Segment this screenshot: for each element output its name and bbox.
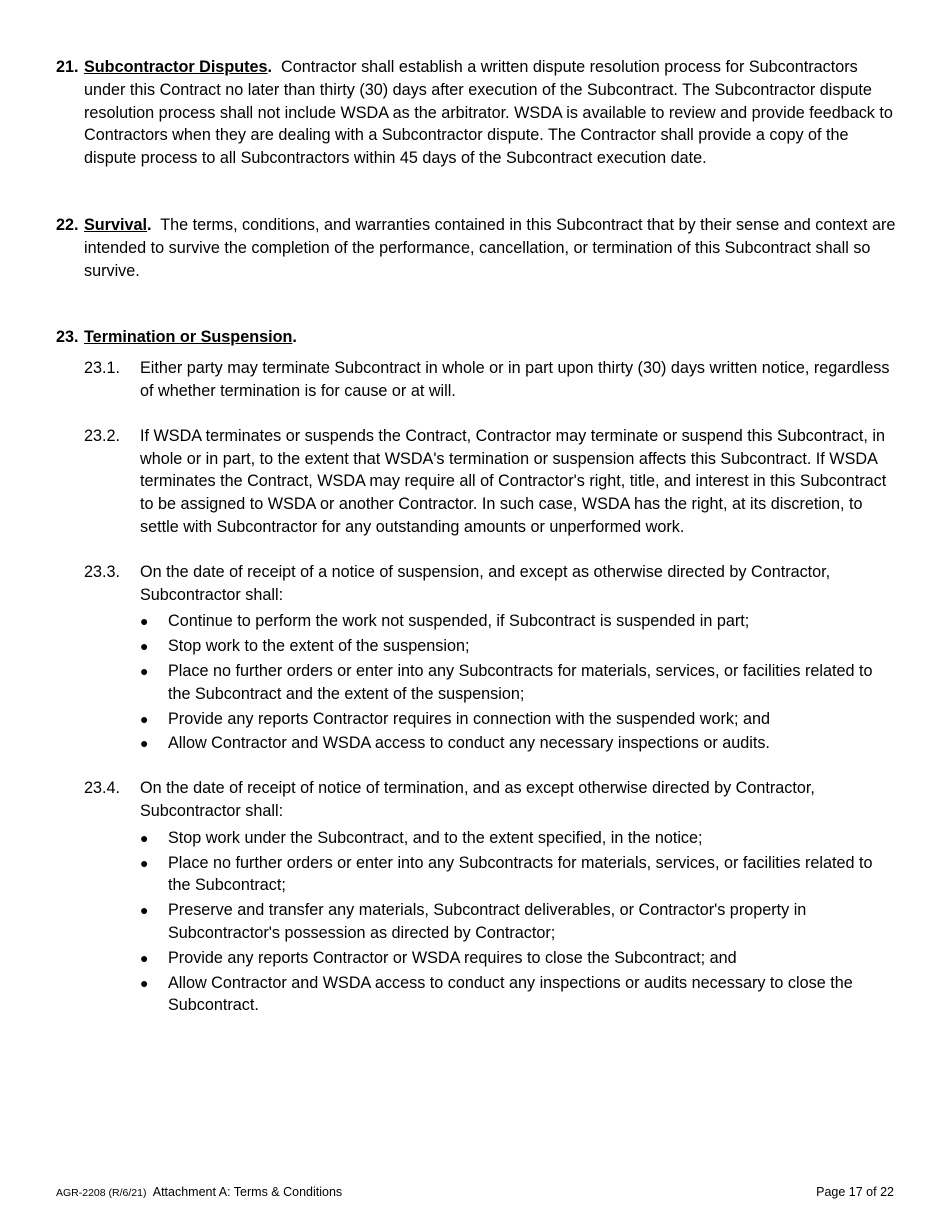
subsection-23-1 bbox=[84, 357, 896, 403]
list-item: ● Continue to perform the work not suspended, if Subcontract is suspended in part; bbox=[140, 610, 896, 633]
subsection-text: Either party may terminate Subcontract in whole or in part upon thirty (30) days written notice, regardless of whether termination is for cause or at will. bbox=[140, 359, 890, 400]
page-footer bbox=[56, 1185, 894, 1199]
list-item: ● Preserve and transfer any materials, Subcontract deliverables, or Contractor's property in Subcontractor's possession as directed by Contractor; bbox=[140, 899, 896, 945]
list-item: ● Place no further orders or enter into any Subcontracts for materials, services, or facilities related to the Subcontract; bbox=[140, 852, 896, 898]
bullet-icon: ● bbox=[140, 902, 149, 919]
bullet-icon: ● bbox=[140, 613, 149, 630]
section-22: 22. Survival. The terms, conditions, and warranties contained in this Subcontract that by their sense and context are intended to survive the completion of the performance, cancellation, or termination of this Subcontract shall so survive. bbox=[56, 214, 896, 282]
section-number: 23. bbox=[56, 328, 79, 347]
subsection-number: 23.1. bbox=[84, 359, 121, 378]
section-title: Subcontractor Disputes bbox=[84, 58, 268, 76]
subsection-text: If WSDA terminates or suspends the Contract, Contractor may terminate or suspend this Subcontract, in whole or in part, to the extent that WSDA's termination or suspension affects this Subcontract. If WSDA terminates the Contract, WSDA may require all of Contractor's right, title, and interest in this Subcontract to be assigned to WSDA or another Contractor. In such case, WSDA has the right, at its discretion, to settle with Subcontractor for any outstanding amounts or unperformed work. bbox=[140, 426, 887, 536]
list-item: ● Place no further orders or enter into any Subcontracts for materials, services, or facilities related to the Subcontract and the extent of the suspension; bbox=[140, 660, 896, 706]
subsection-text: On the date of receipt of notice of termination, and as except otherwise directed by Contractor, Subcontractor shall: bbox=[140, 779, 815, 820]
section-text: Contractor shall establish a written dispute resolution process for Subcontractors under this Contract no later than thirty (30) days after execution of the Subcontract. The Subcontractor dispute resolution process shall not include WSDA as the arbitrator. WSDA is available to review and provide feedback to Contractors when they are dealing with a Subcontractor dispute. The Contractor shall provide a copy of the dispute process to all Subcontractors within 45 days of the Subcontract execution date. bbox=[84, 58, 893, 168]
bullet-icon: ● bbox=[140, 710, 149, 727]
bullet-icon: ● bbox=[140, 638, 149, 655]
list-item: ● Provide any reports Contractor or WSDA requires to close the Subcontract; and bbox=[140, 947, 896, 970]
section-21: 21. Subcontractor Disputes. Contractor shall establish a written dispute resolution process for Subcontractors under this Contract no later than thirty (30) days after execution of the Subcontract. The Subcontractor dispute resolution process shall not include WSDA as the arbitrator. WSDA is available to review and provide feedback to Contractors when they are dealing with a Subcontractor dispute. The Contractor shall provide a copy of the dispute process to all Subcontractors within 45 days of the Subcontract execution date. bbox=[56, 56, 896, 170]
bullet-list bbox=[140, 610, 896, 755]
bullet-icon: ● bbox=[140, 974, 149, 991]
bullet-icon: ● bbox=[140, 949, 149, 966]
document-page bbox=[56, 56, 896, 1019]
subsection-text: On the date of receipt of a notice of suspension, and except as otherwise directed by Contractor, Subcontractor shall: bbox=[140, 562, 831, 604]
attachment-title: Attachment A: Terms & Conditions bbox=[152, 1185, 343, 1199]
list-item: ● Stop work to the extent of the suspension; bbox=[140, 635, 896, 658]
form-code: AGR-2208 (R/6/21) bbox=[56, 1187, 147, 1199]
section-title: Survival bbox=[84, 215, 147, 234]
section-title: Termination or Suspension bbox=[84, 328, 293, 347]
subsection-23-3 bbox=[84, 561, 896, 757]
bullet-icon: ● bbox=[140, 735, 149, 752]
bullet-list bbox=[140, 827, 896, 1017]
bullet-icon: ● bbox=[140, 829, 149, 846]
list-item: ● Stop work under the Subcontract, and to the extent specified, in the notice; bbox=[140, 827, 896, 850]
list-item: ● Allow Contractor and WSDA access to conduct any inspections or audits necessary to close the Subcontract. bbox=[140, 972, 896, 1018]
bullet-icon: ● bbox=[140, 662, 149, 679]
page-number: Page 17 of 22 bbox=[816, 1185, 894, 1199]
bullet-icon: ● bbox=[140, 854, 149, 871]
list-item: ● Allow Contractor and WSDA access to conduct any necessary inspections or audits. bbox=[140, 732, 896, 755]
section-number: 22. bbox=[56, 215, 79, 234]
subsection-number: 23.2. bbox=[84, 426, 121, 445]
section-text: The terms, conditions, and warranties contained in this Subcontract that by their sense and context are intended to survive the completion of the performance, cancellation, or termination of this Subcontract shall so survive. bbox=[84, 215, 896, 280]
list-item: ● Provide any reports Contractor requires in connection with the suspended work; and bbox=[140, 708, 896, 731]
subsection-number: 23.4. bbox=[84, 779, 121, 798]
section-23: 23. Termination or Suspension. bbox=[56, 326, 896, 349]
section-number: 21. bbox=[56, 58, 79, 76]
subsection-number: 23.3. bbox=[84, 562, 121, 581]
subsection-23-4 bbox=[84, 777, 896, 1019]
subsection-23-2 bbox=[84, 425, 896, 539]
